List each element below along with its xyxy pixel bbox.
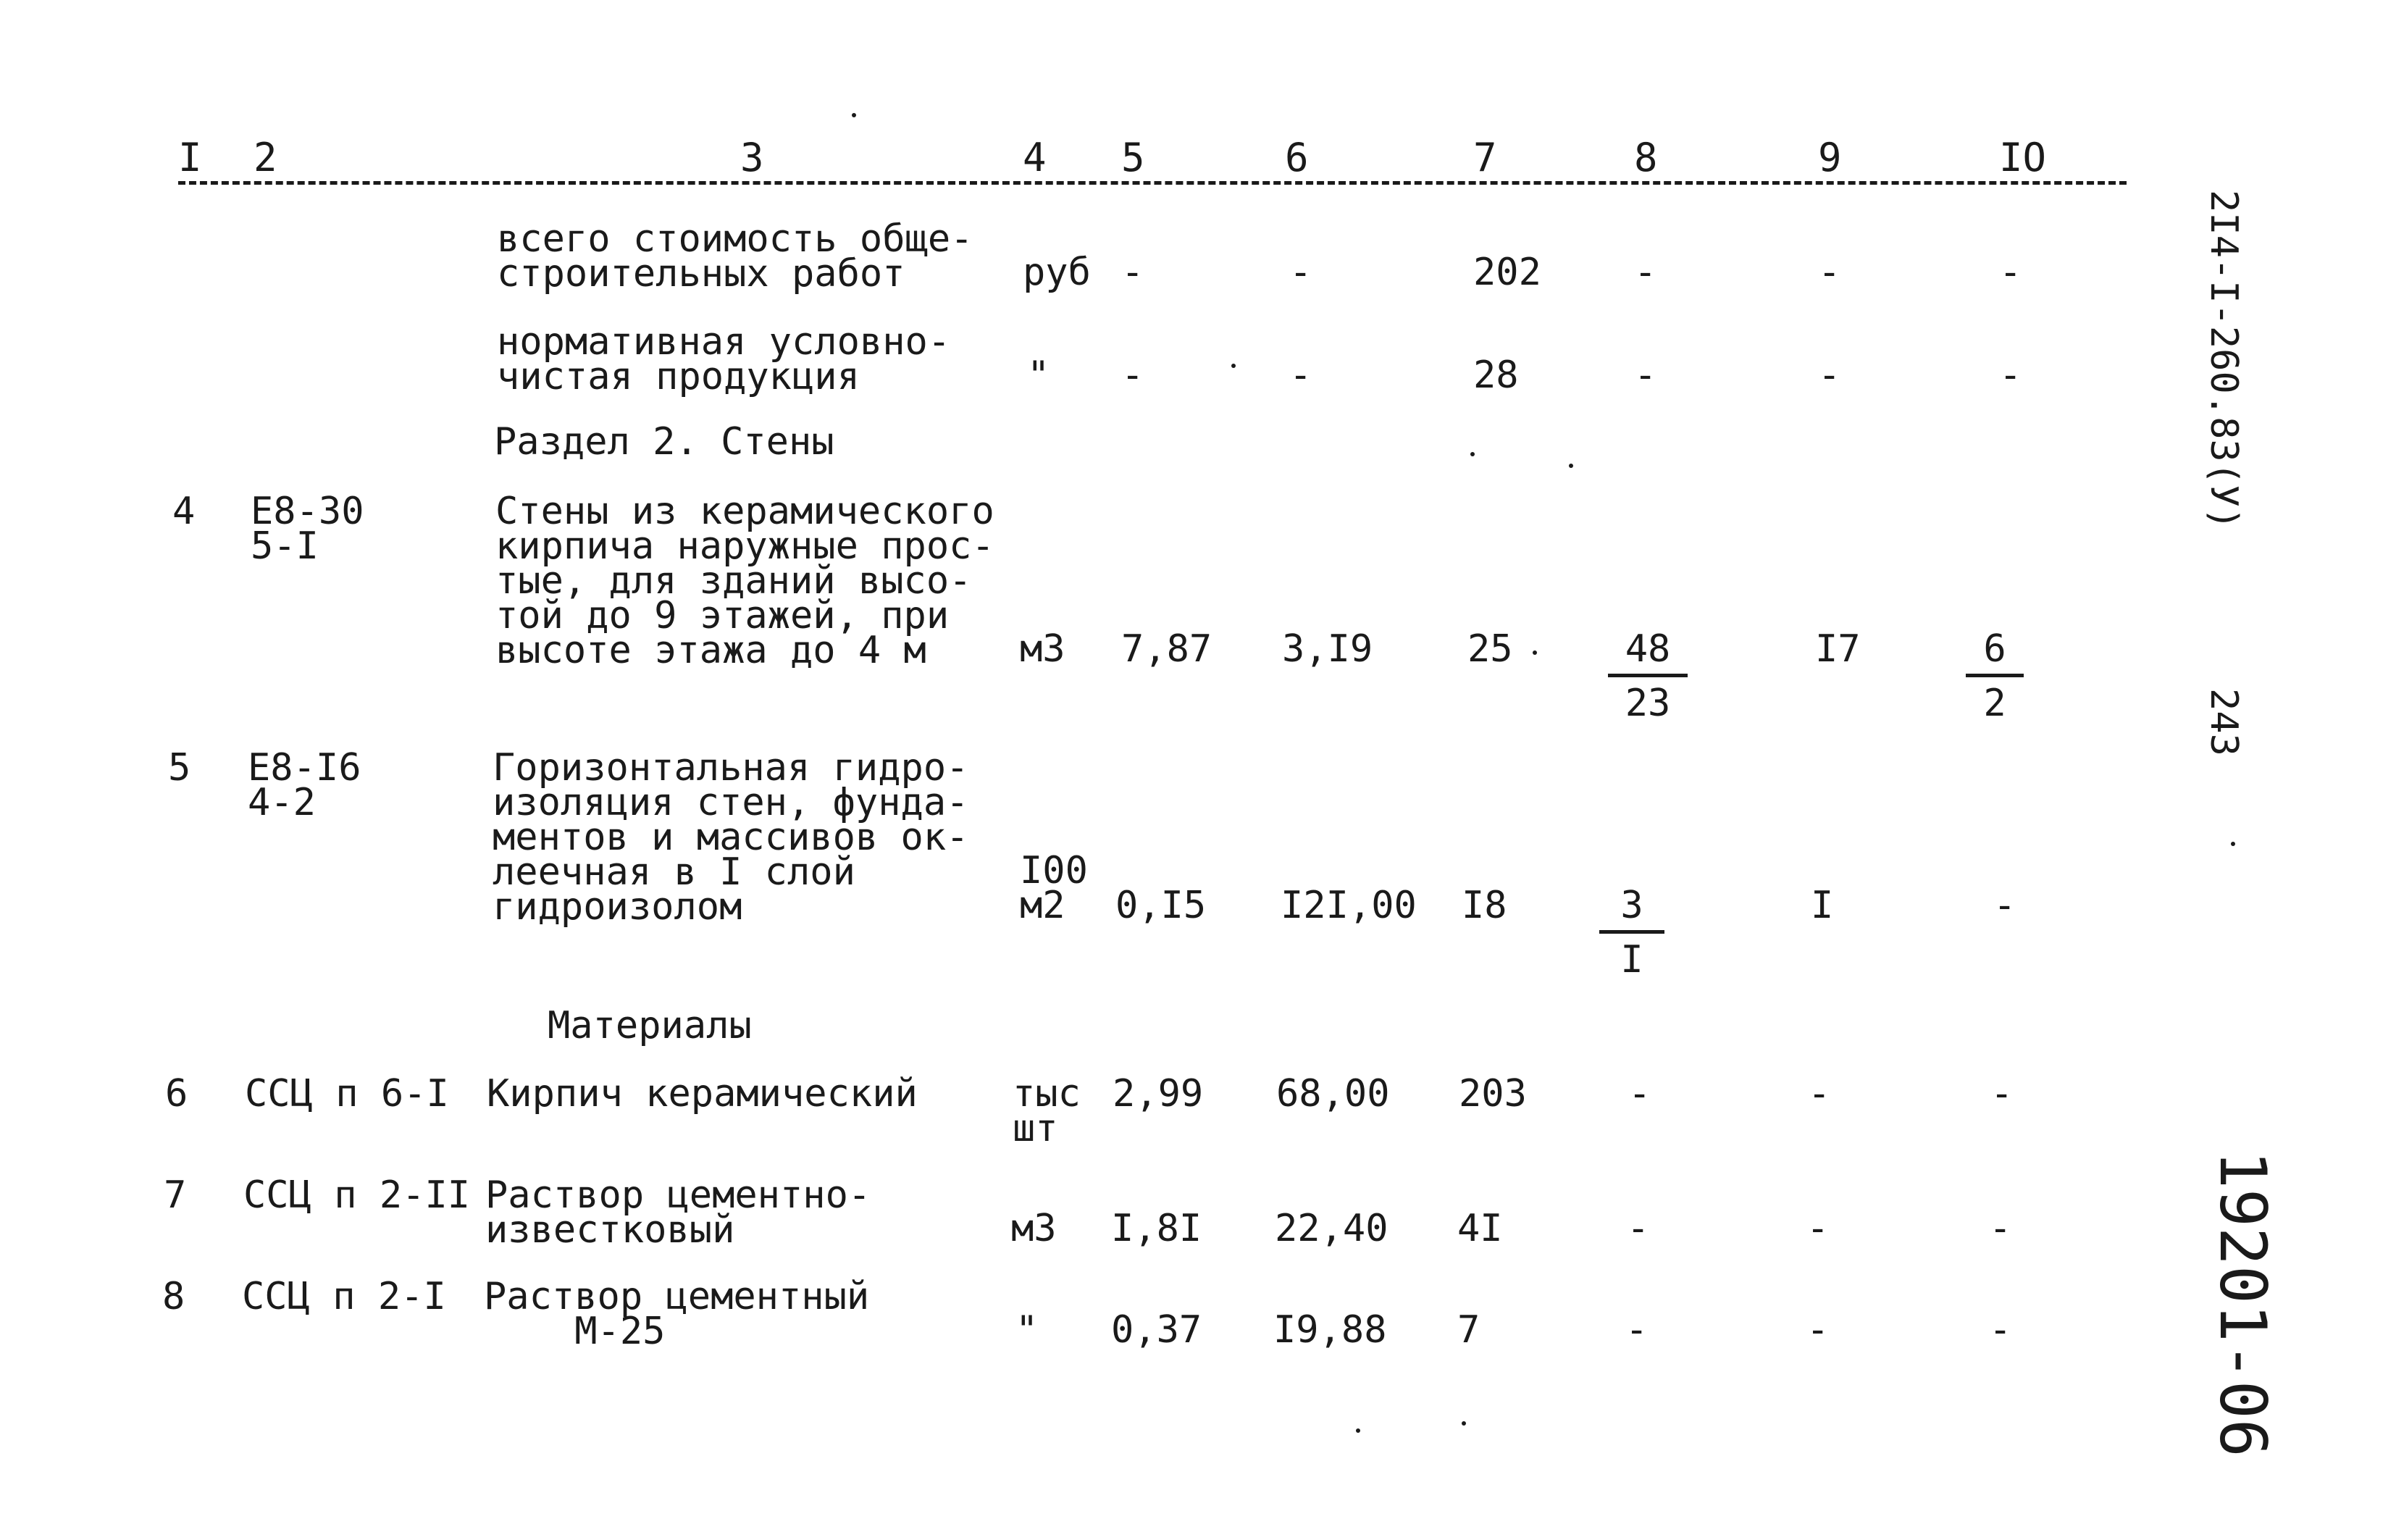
- row-number: 4: [172, 490, 196, 533]
- row-col9: I: [1811, 884, 1834, 927]
- row-col5: 0,I5: [1115, 884, 1207, 927]
- row-col9: -: [1818, 353, 1841, 397]
- row-description: всего стоимость обще- строительных работ: [497, 217, 973, 296]
- header-col-9: 9: [1818, 135, 1842, 180]
- row-col10: -: [1999, 353, 2022, 397]
- fraction-denominator: 23: [1625, 682, 1671, 725]
- row-col7: 25: [1467, 627, 1513, 671]
- row-code: ССЦ п 2-II: [243, 1173, 471, 1217]
- row-description: Раствор цементный М-25: [484, 1275, 870, 1353]
- row-number: 7: [164, 1173, 187, 1217]
- scan-speck: [1356, 1428, 1360, 1433]
- header-col-5: 5: [1121, 135, 1145, 180]
- row-unit: ": [1015, 1308, 1039, 1352]
- row-col6: -: [1289, 353, 1312, 397]
- row-unit: I00 м2: [1020, 849, 1088, 927]
- row-col9: I7: [1815, 627, 1861, 671]
- row-description: Горизонтальная гидро- изоляция стен, фунда- ментов и массивов ок- леечная в I слой гидроизолом: [493, 746, 969, 929]
- row-col10: -: [1999, 251, 2022, 294]
- row-description: Кирпич керамический: [487, 1072, 918, 1116]
- row-code: Е8-I6 4-2: [248, 746, 361, 824]
- scan-speck: [1533, 650, 1537, 655]
- row-col10: -: [1990, 1072, 2014, 1116]
- row-col7: 203: [1459, 1072, 1527, 1116]
- row-number: 5: [168, 746, 191, 790]
- row-col7: 4I: [1457, 1207, 1503, 1250]
- row-col10: -: [1989, 1207, 2012, 1250]
- row-col8: -: [1634, 353, 1657, 397]
- fraction-numerator: 3: [1599, 888, 1664, 934]
- row-number: 6: [165, 1072, 188, 1116]
- row-code: ССЦ п 2-I: [242, 1275, 446, 1318]
- scan-speck: [1462, 1421, 1466, 1426]
- row-unit: м3: [1020, 627, 1065, 671]
- row-col8: -: [1634, 251, 1657, 294]
- row-col5: 7,87: [1121, 627, 1212, 671]
- row-col6: 3,I9: [1282, 627, 1373, 671]
- row-col10: -: [1993, 884, 2016, 927]
- document-code: 2I4-I-260.83(У): [2202, 190, 2245, 530]
- row-code: Е8-30 5-I: [251, 490, 364, 568]
- materials-title: Материалы: [548, 1004, 752, 1047]
- row-col5: -: [1121, 251, 1144, 294]
- row-col7: 7: [1457, 1308, 1480, 1352]
- row-code: ССЦ п 6-I: [245, 1072, 449, 1116]
- header-col-10: IO: [1999, 135, 2047, 180]
- row-col8: -: [1628, 1072, 1651, 1116]
- row-col9: -: [1806, 1308, 1830, 1352]
- row-col5: 2,99: [1113, 1072, 1204, 1116]
- fraction-numerator: 6: [1966, 632, 2024, 677]
- archive-number: 19201-06: [2206, 1150, 2280, 1457]
- header-col-2: 2: [254, 135, 277, 180]
- scan-speck: [852, 113, 856, 117]
- row-col9: -: [1806, 1207, 1830, 1250]
- row-col8: -: [1627, 1207, 1650, 1250]
- row-col7: 202: [1473, 251, 1541, 294]
- scan-speck: [2231, 842, 2235, 846]
- row-col9: -: [1808, 1072, 1831, 1116]
- row-col10: -: [1989, 1308, 2012, 1352]
- row-col5: I,8I: [1111, 1207, 1202, 1250]
- row-description: нормативная условно- чистая продукция: [497, 320, 951, 398]
- row-unit: тыс шт: [1013, 1072, 1081, 1150]
- header-rule: [178, 181, 2127, 185]
- row-unit: руб: [1023, 251, 1091, 294]
- row-col10-fraction: [1966, 627, 2024, 725]
- fraction-denominator: 2: [1983, 682, 2006, 725]
- row-col8: -: [1625, 1308, 1649, 1352]
- row-col6: 68,00: [1276, 1072, 1390, 1116]
- row-col5: 0,37: [1111, 1308, 1202, 1352]
- row-col6: I2I,00: [1281, 884, 1417, 927]
- row-description: Стены из керамического кирпича наружные прос- тые, для зданий высо- той до 9 этажей, при высоте этажа до 4 м: [495, 490, 994, 672]
- section-title: Раздел 2. Стены: [494, 420, 834, 464]
- page-number: 243: [2202, 688, 2245, 756]
- row-col8-fraction: [1599, 884, 1664, 982]
- row-col9: -: [1818, 251, 1841, 294]
- row-col5: -: [1121, 353, 1144, 397]
- scan-speck: [1569, 464, 1573, 468]
- header-col-8: 8: [1634, 135, 1658, 180]
- row-unit: м3: [1011, 1207, 1057, 1250]
- row-col6: 22,40: [1275, 1207, 1388, 1250]
- scan-speck: [1470, 452, 1475, 456]
- row-number: 8: [162, 1275, 185, 1318]
- row-col7: I8: [1462, 884, 1507, 927]
- row-col7: 28: [1473, 353, 1519, 397]
- row-col6: -: [1289, 251, 1312, 294]
- row-unit: ": [1027, 353, 1050, 397]
- header-col-6: 6: [1285, 135, 1309, 180]
- scan-speck: [1231, 364, 1236, 368]
- row-description: Раствор цементно- известковый: [485, 1173, 871, 1252]
- header-col-1: I: [178, 135, 202, 180]
- header-col-3: 3: [740, 135, 764, 180]
- fraction-denominator: I: [1620, 938, 1643, 982]
- fraction-numerator: 48: [1608, 632, 1688, 677]
- header-col-7: 7: [1473, 135, 1497, 180]
- row-col8-fraction: [1608, 627, 1688, 725]
- header-col-4: 4: [1023, 135, 1047, 180]
- row-col6: I9,88: [1273, 1308, 1387, 1352]
